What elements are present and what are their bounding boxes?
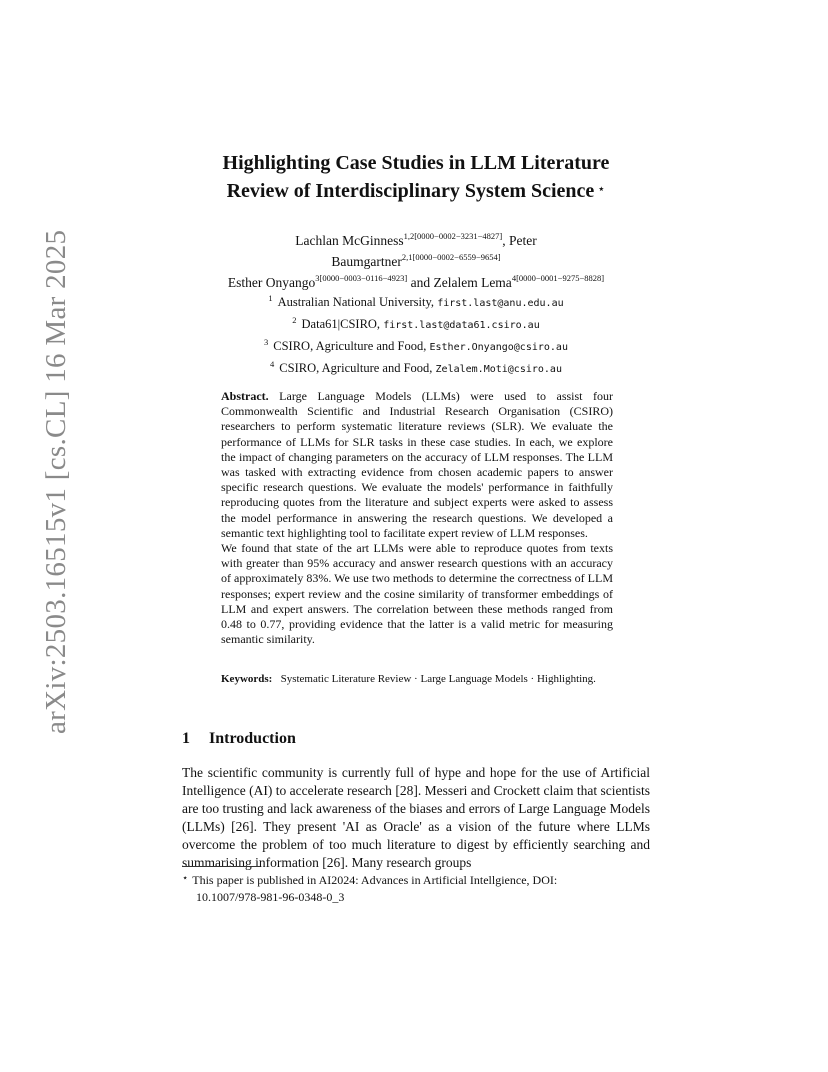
keywords-label: Keywords: [221, 673, 273, 685]
introduction-body [182, 764, 650, 872]
paper-title [150, 150, 682, 204]
author-line-1: Lachlan McGinness$^{1,2[0000-0002-3231-4827]}$, Peter [295, 231, 537, 248]
abstract-label: Abstract. [221, 389, 269, 403]
author-name: Baumgartner [331, 254, 402, 269]
title-line-2 [150, 176, 682, 204]
footnote-doi: 10.1007/978-981-96-0348-0_3 [196, 890, 345, 904]
section-heading [182, 729, 296, 749]
abstract-paragraph-2: We found that state of the art LLMs were able to reproduce quotes from texts with greater than 95% accuracy and answer research questions with an accuracy of approximately 83%. We use two methods to determine the correctness of LLM responses; expert review and the cosine similarity of transformer embeddings of LLM and expert answers. The correlation between these methods ranged from 0.48 to 0.77, providing evidence that the latter is a valid metric for measuring semantic similarity. [221, 541, 613, 647]
title-line-1: Highlighting Case Studies in LLM Literature [222, 152, 610, 174]
affiliation-email: Esther.Onyango@csiro.au [429, 342, 568, 353]
affiliation-text: Data61|CSIRO, [301, 317, 381, 331]
author-list [150, 228, 682, 291]
arxiv-side-identifier: arXiv:2503.16515v1 [cs.CL] 16 Mar 2025 [40, 229, 72, 734]
affiliation-email: first.last@data61.csiro.au [383, 320, 540, 331]
author-line-2 [150, 249, 682, 270]
affiliation-number: 1 [268, 293, 273, 303]
affiliation-number: 3 [264, 337, 269, 347]
abstract [221, 389, 613, 647]
affiliation-item [150, 334, 682, 356]
body-paragraph: The scientific community is currently full of hype and hope for the use of Artificial Intelligence (AI) to accelerate research [28]. Messeri and Crockett claim that scientists are too trusting and lack awareness of the biases and errors of Large Language Models (LLMs) [26]. They present 'AI as Oracle' as a vision of the future where LLMs overcome the problem of too much literature to digest by efficiently searching and summarising information [26]. Many research groups [182, 765, 650, 870]
author-orcid-superscript: 1,2[0000−0002−3231−4827] [403, 231, 503, 241]
abstract-paragraph-1 [221, 389, 613, 541]
keywords [221, 672, 613, 687]
keywords-text: Systematic Literature Review · Large Language Models · Highlighting. [280, 673, 596, 685]
affiliation-text: CSIRO, Agriculture and Food, [273, 339, 427, 353]
affiliation-list [150, 290, 682, 378]
footnote [182, 870, 650, 906]
affiliation-number: 2 [292, 315, 297, 325]
footnote-mark: ⋆ [182, 873, 189, 884]
affiliation-item [150, 312, 682, 334]
title-footnote-mark: ⋆ [597, 181, 606, 196]
author-name: Peter [509, 233, 537, 248]
footnote-rule [182, 866, 260, 867]
section-number: 1 [182, 730, 190, 747]
author-orcid-superscript: 4[0000−0001−9275−8828] [511, 273, 605, 283]
title-line-2-text: Review of Interdisciplinary System Science [226, 180, 595, 202]
affiliation-text: Australian National University, [277, 295, 435, 309]
author-line-3 [150, 270, 682, 291]
affiliation-number: 4 [270, 359, 275, 369]
affiliation-text: CSIRO, Agriculture and Food, [279, 361, 433, 375]
affiliation-email: Zelalem.Moti@csiro.au [435, 364, 562, 375]
affiliation-item [150, 290, 682, 312]
author-orcid-superscript: 2,1[0000−0002−6559−9654] [401, 252, 501, 262]
author-conjunction: and [410, 275, 431, 290]
affiliation-item [150, 356, 682, 378]
author-orcid-superscript: 3[0000−0003−0116−4923] [315, 273, 408, 283]
footnote-line-1 [182, 873, 557, 887]
author-name: Zelalem Lema [433, 275, 512, 290]
affiliation-email: first.last@anu.edu.au [437, 298, 564, 309]
abstract-text: Large Language Models (LLMs) were used to assist four Commonwealth Scientific and Industrial Research Organisation (CSIRO) researchers to perform systematic literature reviews (SLR). We evaluate the performance of LLMs for SLR tasks in these case studies. In each, we explore the impact of changing parameters on the accuracy of LLM responses. The LLM was tasked with extracting evidence from chosen academic papers to answer specific research questions. We evaluate the models' performance in faithfully reproducing quotes from the literature and subject experts were asked to assess the model performance in answering the research questions. We developed a semantic text highlighting tool to facilitate expert review of LLM responses. [221, 389, 613, 540]
author-name: Esther Onyango [227, 275, 316, 290]
author-name: Lachlan McGinness [295, 233, 404, 248]
section-title: Introduction [209, 730, 296, 747]
footnote-text: This paper is published in AI2024: Advances in Artificial Intellgience, DOI: [192, 873, 558, 887]
